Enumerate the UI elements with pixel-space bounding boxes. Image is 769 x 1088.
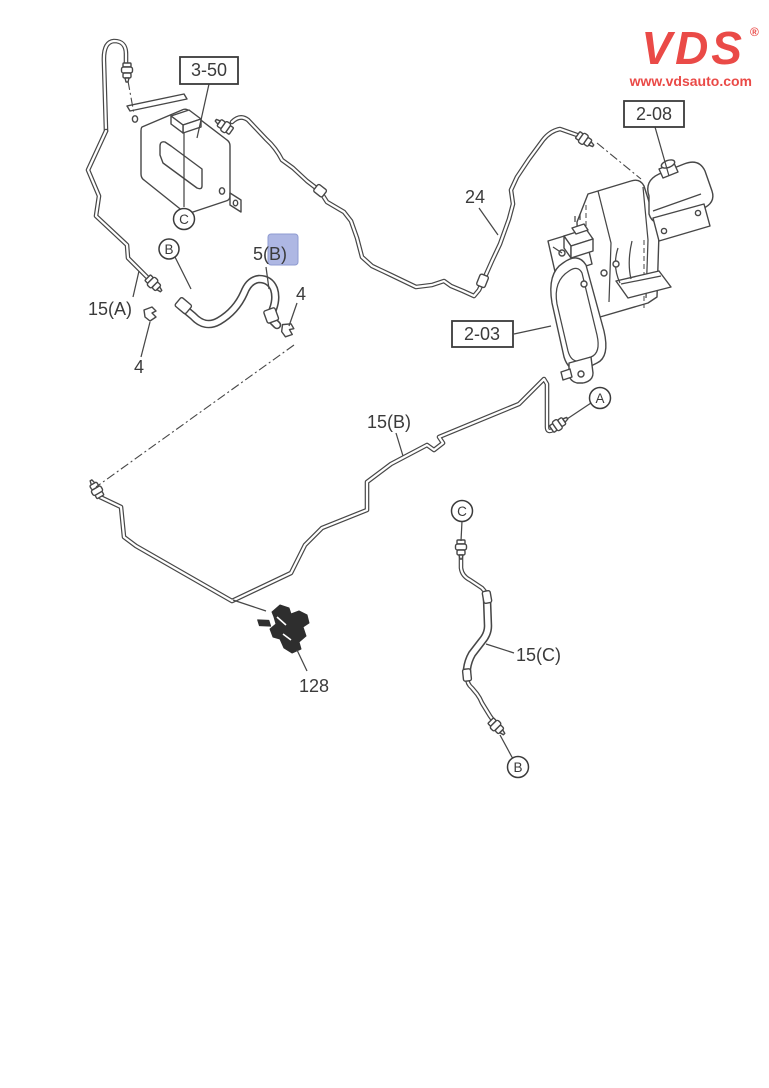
bracket-hole — [132, 116, 137, 122]
connector-b2-label: B — [513, 760, 523, 775]
leader-connector-b — [175, 257, 191, 289]
pipe-24-line — [232, 117, 577, 296]
connector-a-label: A — [595, 391, 605, 406]
alignment-line — [96, 345, 294, 487]
frame-bolt — [581, 281, 587, 287]
label-15b: 15(B) — [367, 412, 412, 432]
pipe-15a — [88, 41, 149, 279]
connector-b2 — [508, 757, 529, 778]
brand-logo — [629, 22, 759, 89]
flare-nut-fitting — [122, 63, 133, 82]
logo-website-text: www.vdsauto.com — [629, 73, 752, 89]
clip-4a-part — [144, 307, 156, 321]
ref-box-2-08-label: 2-08 — [635, 104, 673, 124]
label-15c: 15(C) — [516, 645, 562, 665]
ref-box-3-50-label: 3-50 — [190, 60, 228, 80]
connector-c2 — [452, 501, 473, 522]
leader-connector-a — [567, 403, 591, 419]
flange-bolt — [661, 228, 666, 233]
ref-box-2-03[interactable] — [452, 321, 513, 347]
leader-15b — [396, 433, 403, 456]
frame-bolt — [601, 270, 607, 276]
ref-box-3-50[interactable] — [180, 57, 238, 84]
flange-bolt — [695, 210, 700, 215]
hose-15c-line — [461, 557, 495, 723]
leader-4b — [289, 303, 297, 326]
label-4a: 4 — [134, 357, 145, 377]
connector-c2-label: C — [457, 504, 467, 519]
frame-bolt — [613, 261, 619, 267]
bracket-hole — [219, 188, 224, 194]
bracket-tab-hole — [233, 200, 237, 206]
clip-128-part — [258, 605, 309, 653]
leader-4a — [141, 322, 150, 357]
leader-connector-c — [461, 521, 462, 541]
flare-nut-fitting — [86, 478, 105, 500]
connector-c1-label: C — [179, 212, 189, 227]
pipe-joint-sleeve — [476, 274, 489, 288]
label-15a: 15(A) — [88, 299, 133, 319]
bracket-3-50-part — [127, 94, 241, 213]
leader-2-03 — [514, 326, 551, 334]
flare-nut-fitting — [456, 540, 467, 559]
clip-128-leader — [233, 600, 266, 611]
flare-nut-fitting — [487, 717, 508, 738]
label-4b: 4 — [296, 284, 307, 304]
connector-a — [590, 388, 611, 409]
hose-sleeve — [462, 669, 471, 682]
connector-b1 — [159, 239, 179, 259]
ref-box-2-03-label: 2-03 — [463, 324, 501, 344]
alignment-line — [597, 143, 641, 179]
pipe-15b-line — [100, 379, 558, 601]
connector-b1-label: B — [164, 242, 174, 257]
logo-vds-text: VDS — [641, 22, 745, 74]
label-128: 128 — [299, 676, 330, 696]
hose-sleeve — [482, 590, 492, 603]
label-5b: 5(B) — [253, 244, 288, 264]
leader-15a — [133, 271, 139, 297]
logo-registered-mark: ® — [750, 25, 759, 39]
ref-box-2-08[interactable] — [624, 101, 684, 127]
bracket-back-plate — [127, 94, 187, 111]
label-5b-highlighted[interactable] — [253, 234, 298, 265]
leader-15c — [486, 644, 514, 653]
clevis-pin — [578, 371, 584, 377]
leader-connector-b2 — [500, 735, 513, 759]
label-24: 24 — [465, 187, 486, 207]
pedal-master-cylinder-assembly — [548, 158, 713, 383]
connector-c1 — [174, 209, 195, 230]
leader-128 — [297, 650, 307, 671]
leader-24 — [479, 208, 498, 235]
clip-4b-part — [280, 322, 295, 339]
